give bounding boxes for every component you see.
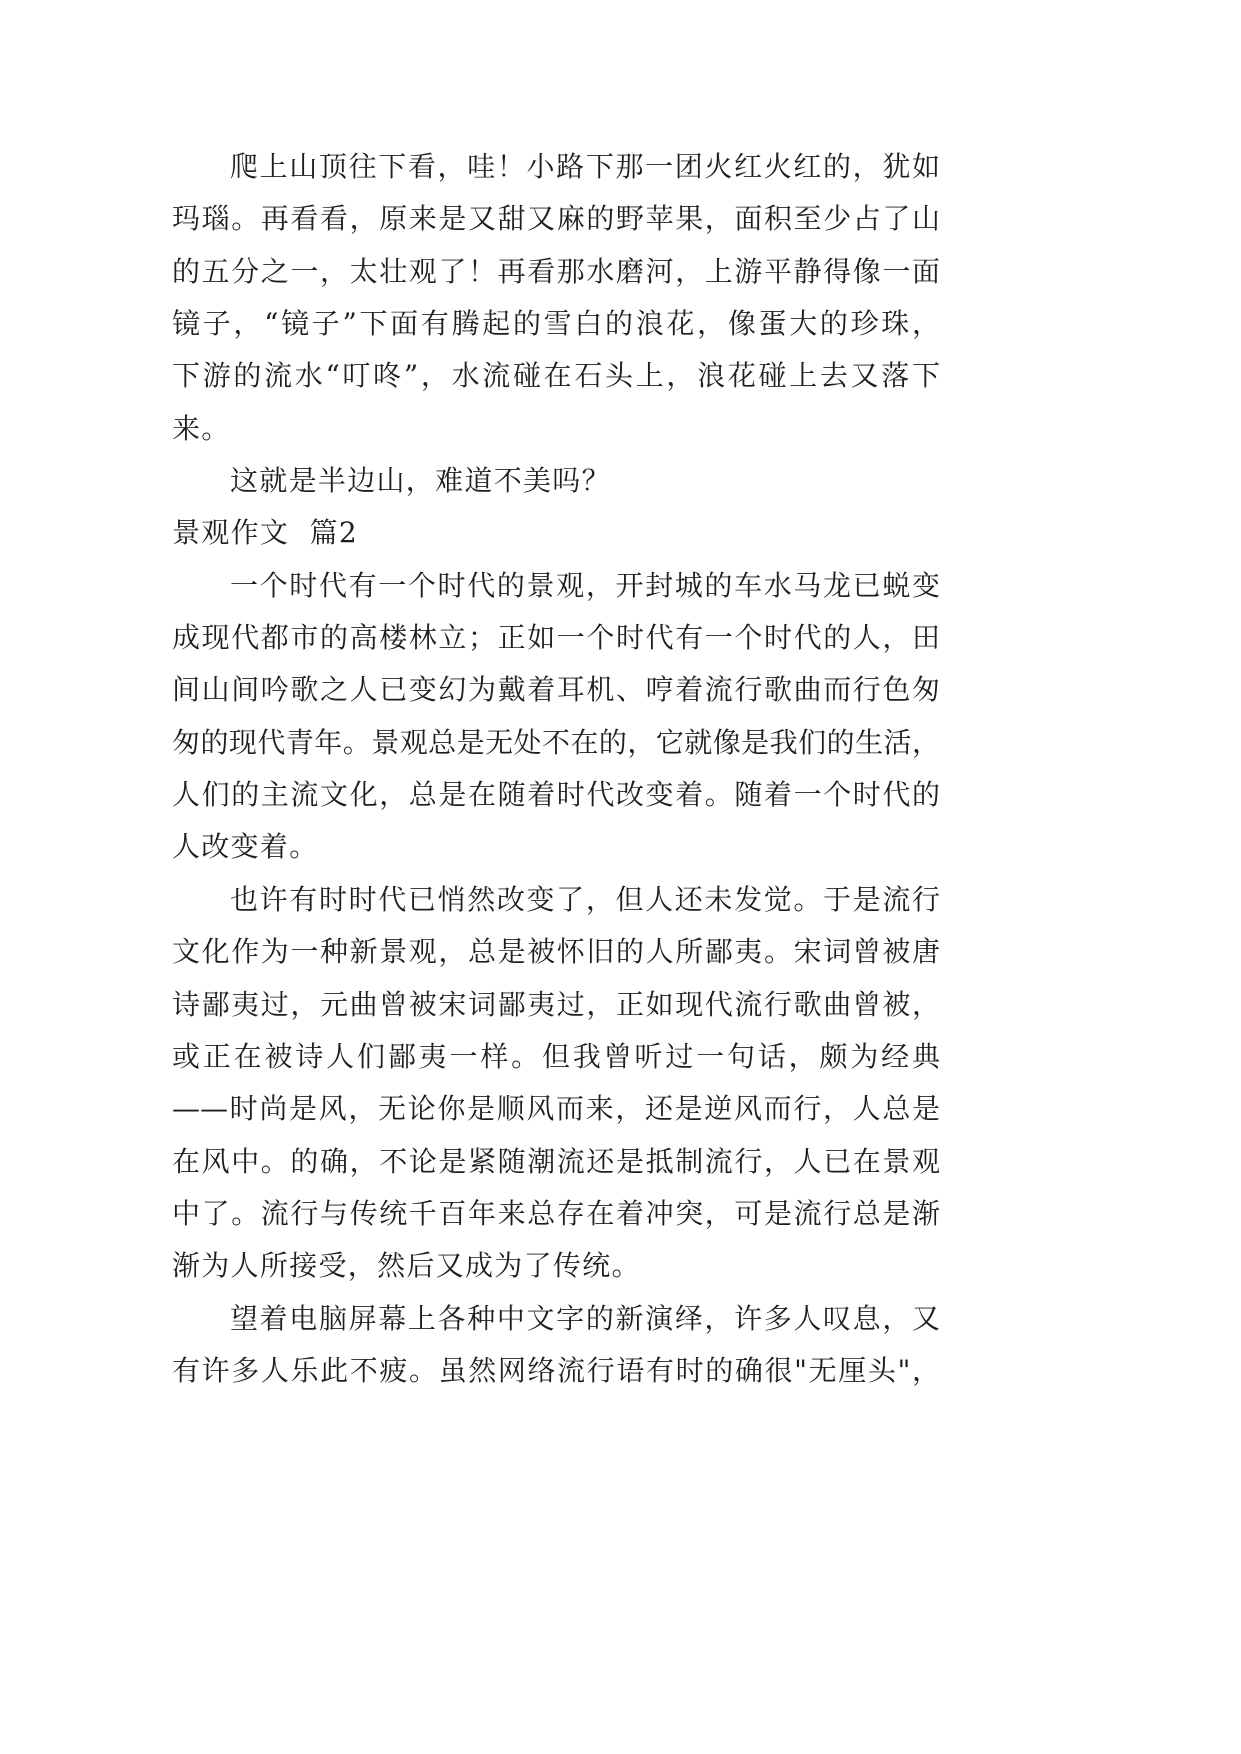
text-line: 中了。流行与传统千百年来总存在着冲突，可是流行总是渐: [172, 1196, 940, 1230]
text-line: 来。: [172, 411, 231, 445]
text-line: ——时尚是风，无论你是顺风而来，还是逆风而行，人总是: [172, 1092, 940, 1126]
text-line: 间山间吟歌之人已变幻为戴着耳机、哼着流行歌曲而行色匆: [172, 673, 940, 707]
heading-text: 景观作文 篇2: [172, 516, 359, 550]
text-line: 匆的现代青年。景观总是无处不在的，它就像是我们的生活，: [172, 725, 940, 759]
text-line: 或正在被诗人们鄙夷一样。但我曾听过一句话，颇为经典: [172, 1039, 940, 1073]
document-body: [172, 141, 940, 1397]
text-line: 玛瑙。再看看，原来是又甜又麻的野苹果，面积至少占了山: [172, 202, 940, 236]
text-line: 在风中。的确，不论是紧随潮流还是抵制流行，人已在景观: [172, 1144, 940, 1178]
text-line: 下游的流水“叮咚”，水流碰在石头上，浪花碰上去又落下: [172, 359, 940, 393]
paragraph: [172, 141, 940, 455]
section-heading: [172, 507, 940, 559]
text-line: 望着电脑屏幕上各种中文字的新演绎，许多人叹息，又: [230, 1301, 940, 1335]
paragraph: [172, 874, 940, 1293]
text-line: 镜子，“镜子”下面有腾起的雪白的浪花，像蛋大的珍珠，: [172, 307, 940, 341]
text-line: 文化作为一种新景观，总是被怀旧的人所鄙夷。宋词曾被唐: [172, 935, 940, 969]
text-line: 人们的主流文化，总是在随着时代改变着。随着一个时代的: [172, 778, 940, 812]
text-line: 也许有时时代已悄然改变了，但人还未发觉。于是流行: [230, 882, 940, 916]
text-line: 诗鄙夷过，元曲曾被宋词鄙夷过，正如现代流行歌曲曾被，: [172, 987, 940, 1021]
text-line: 一个时代有一个时代的景观，开封城的车水马龙已蜕变: [230, 568, 940, 602]
text-line: 成现代都市的高楼林立；正如一个时代有一个时代的人，田: [172, 621, 940, 655]
text-line: 渐为人所接受，然后又成为了传统。: [172, 1249, 641, 1283]
paragraph: [172, 560, 940, 874]
text-line: 爬上山顶往下看，哇！小路下那一团火红火红的，犹如: [230, 150, 940, 183]
text-line: 人改变着。: [172, 830, 319, 864]
text-line: 的五分之一，太壮观了！再看那水磨河，上游平静得像一面: [172, 254, 940, 288]
text-line: 这就是半边山，难道不美吗？: [230, 464, 611, 498]
paragraph: [172, 455, 940, 507]
text-line: 有许多人乐此不疲。虽然网络流行语有时的确很"无厘头"，: [172, 1353, 940, 1387]
paragraph: [172, 1293, 940, 1398]
